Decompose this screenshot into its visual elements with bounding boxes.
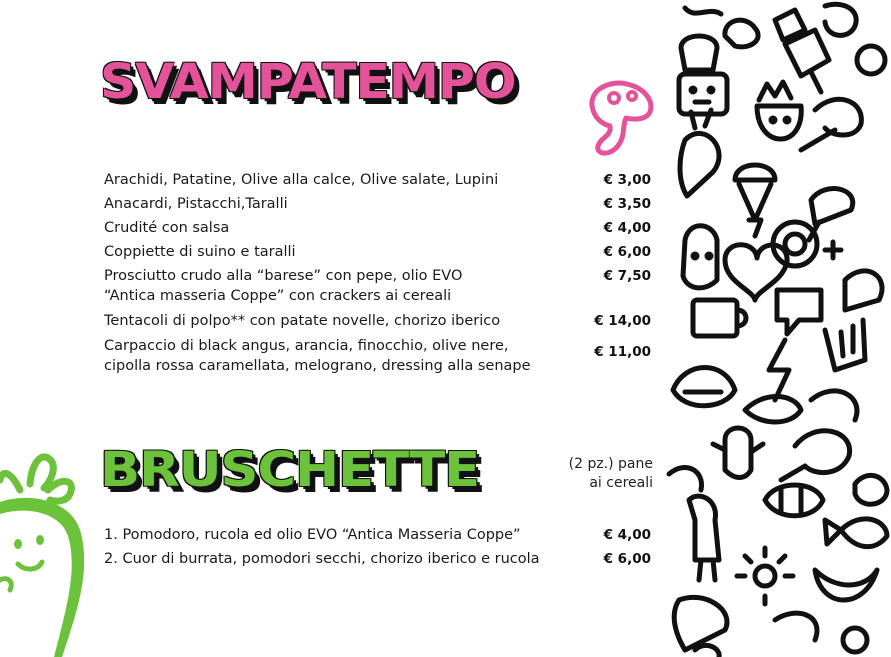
menu-item-name: Coppiette di suino e taralli bbox=[104, 244, 296, 260]
menu-item-name: 2. Cuor di burrata, pomodori secchi, chorizo iberico e rucola bbox=[104, 551, 540, 567]
section-title-svampatempo: SVAMPATEMPO bbox=[100, 54, 516, 110]
menu-item-name: Tentacoli di polpo** con patate novelle, chorizo iberico bbox=[104, 313, 501, 329]
menu-item-name: Carpaccio di black angus, arancia, finocchio, olive nere, cipolla rossa caramellata, melograno, dressing alla senape bbox=[104, 338, 531, 374]
menu-item-name: Prosciutto crudo alla “barese” con pepe, olio EVO “Antica masseria Coppe” con crackers ai cereali bbox=[104, 268, 463, 304]
bruschette-note: (2 pz.) pane ai cereali bbox=[568, 456, 653, 491]
menu-item-price: € 7,50 bbox=[603, 268, 651, 284]
section-title-bruschette: BRUSCHETTE bbox=[100, 442, 480, 498]
menu-item-price: € 3,00 bbox=[603, 172, 651, 188]
menu-item-price: € 11,00 bbox=[594, 344, 651, 360]
menu-item-name: Arachidi, Patatine, Olive alla calce, Olive salate, Lupini bbox=[104, 172, 499, 188]
carrot-doodle-icon bbox=[0, 440, 92, 657]
menu-item-price: € 6,00 bbox=[603, 551, 651, 567]
menu-item-price: € 6,00 bbox=[603, 244, 651, 260]
menu-item-price: € 4,00 bbox=[603, 527, 651, 543]
menu-item-name: Anacardi, Pistacchi,Taralli bbox=[104, 196, 288, 212]
menu-item-price: € 14,00 bbox=[594, 313, 651, 329]
menu-item-name: 1. Pomodoro, rucola ed olio EVO “Antica Masseria Coppe” bbox=[104, 527, 521, 543]
menu-item-name: Crudité con salsa bbox=[104, 220, 230, 236]
menu-item-price: € 4,00 bbox=[603, 220, 651, 236]
food-doodle-pattern bbox=[665, 0, 891, 657]
menu-item-price: € 3,50 bbox=[603, 196, 651, 212]
mushroom-doodle-icon bbox=[582, 76, 662, 166]
